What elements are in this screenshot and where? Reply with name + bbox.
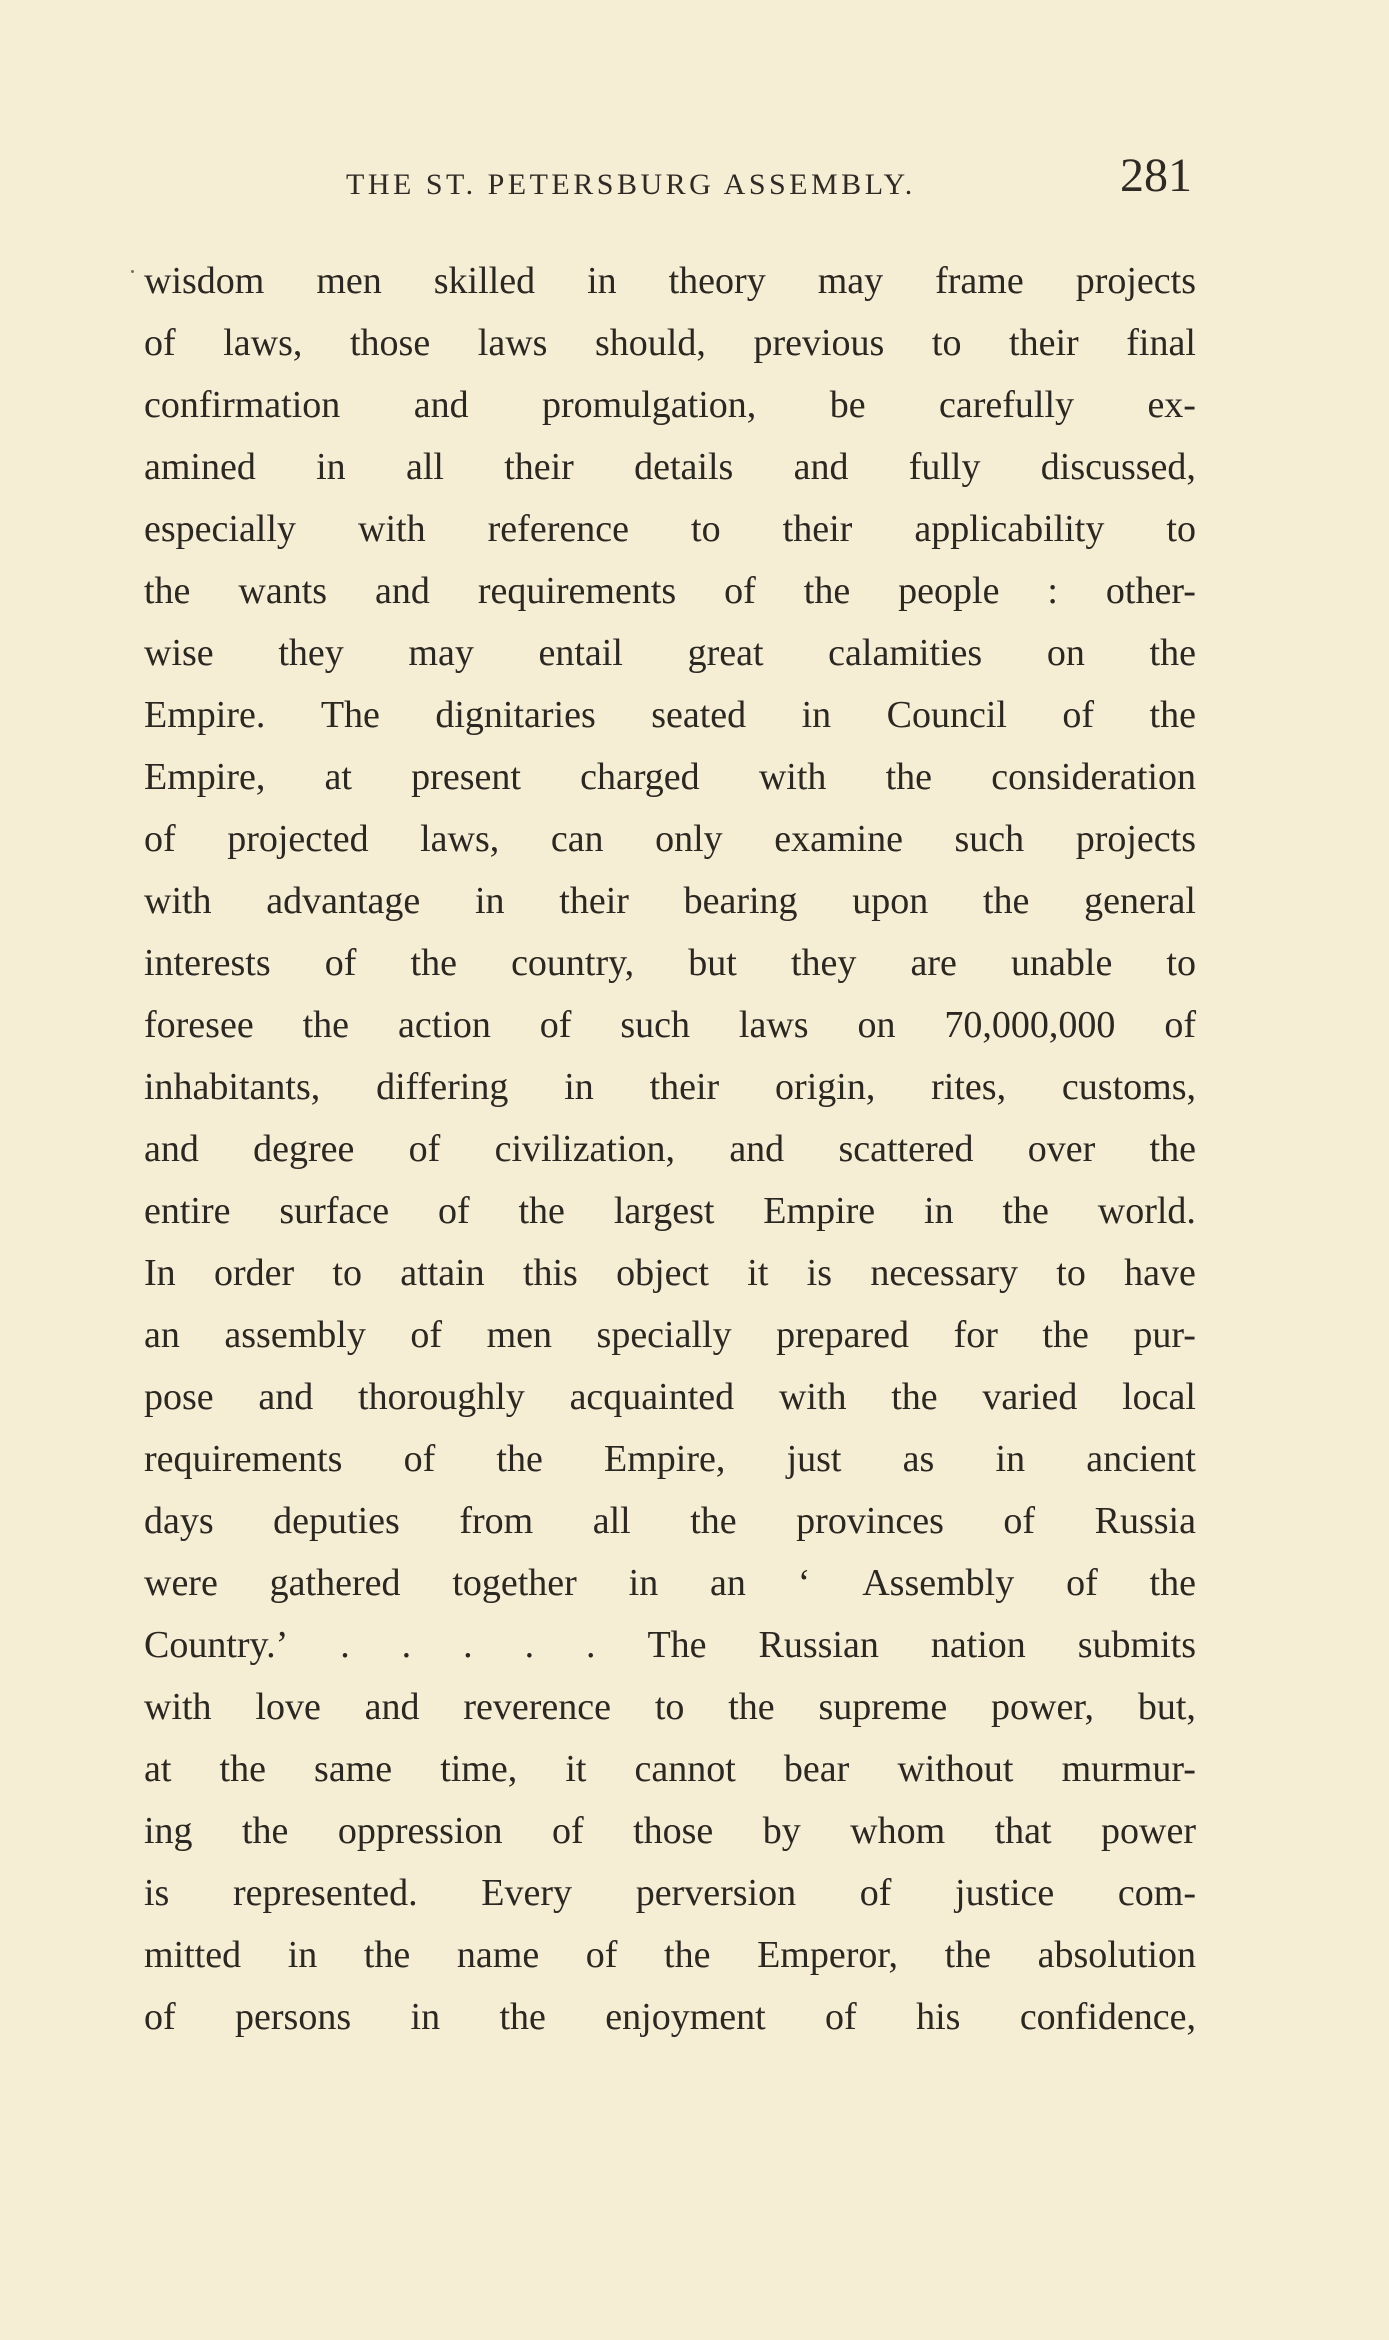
word: laws	[477, 322, 548, 364]
word: are	[910, 942, 957, 984]
word: same	[314, 1748, 393, 1790]
text-line	[144, 1242, 1196, 1304]
word: of	[1062, 694, 1095, 736]
word: of	[551, 1810, 584, 1852]
word: perversion	[635, 1872, 797, 1914]
word: they	[790, 942, 857, 984]
word: the	[144, 570, 191, 612]
text-line	[144, 746, 1196, 808]
word: for	[953, 1314, 998, 1356]
word: represented.	[233, 1872, 418, 1914]
word: time,	[440, 1748, 518, 1790]
word: such	[954, 818, 1025, 860]
word: over	[1027, 1128, 1096, 1170]
word: In	[144, 1252, 176, 1294]
word: of	[724, 570, 756, 612]
running-head: THE ST. PETERSBURG ASSEMBLY.	[346, 168, 916, 201]
word: to	[1166, 508, 1196, 550]
word: at	[144, 1748, 172, 1790]
word: as	[902, 1438, 935, 1480]
text-line	[144, 1180, 1196, 1242]
word: theory	[668, 260, 766, 302]
word: in	[475, 880, 505, 922]
word: the	[982, 880, 1030, 922]
word: .	[401, 1624, 412, 1666]
word: an	[710, 1562, 746, 1604]
word: and	[258, 1376, 314, 1418]
word: Country.’	[144, 1624, 289, 1666]
text-line	[144, 870, 1196, 932]
word: their	[782, 508, 853, 550]
text-line	[144, 250, 1196, 312]
word: provinces	[796, 1500, 944, 1542]
word: by	[762, 1810, 801, 1852]
word: and	[793, 446, 849, 488]
word: can	[550, 818, 604, 860]
word: projected	[227, 818, 369, 860]
word: nation	[930, 1624, 1026, 1666]
word: .	[463, 1624, 473, 1666]
word: in	[995, 1438, 1026, 1480]
word: to	[1166, 942, 1196, 984]
word: the	[1149, 1562, 1196, 1604]
word: men	[486, 1314, 552, 1356]
word: the	[1002, 1190, 1049, 1232]
text-line	[144, 1056, 1196, 1118]
word: Assembly	[862, 1562, 1015, 1604]
word: discussed,	[1040, 446, 1196, 488]
word: that	[994, 1810, 1052, 1852]
word: civilization,	[494, 1128, 676, 1170]
word: the	[410, 942, 457, 984]
word: reference	[487, 508, 629, 550]
body-text	[144, 250, 1196, 2048]
word: the	[803, 570, 851, 612]
word: whom	[850, 1810, 946, 1852]
word: ‘	[797, 1562, 811, 1604]
word: requirements	[144, 1438, 343, 1480]
word: the	[1149, 1128, 1196, 1170]
word: consideration	[991, 756, 1196, 798]
word: confirmation	[144, 384, 341, 426]
word: in	[924, 1190, 954, 1232]
word: their	[559, 880, 629, 922]
word: to	[332, 1252, 362, 1294]
word: people	[898, 570, 1000, 612]
word: of	[410, 1314, 443, 1356]
word: degree	[253, 1128, 355, 1170]
word: in	[316, 446, 346, 488]
word: com-	[1117, 1872, 1196, 1914]
word: attain	[400, 1252, 485, 1294]
word: .	[340, 1624, 350, 1666]
word: ing	[144, 1810, 193, 1852]
word: general	[1084, 880, 1196, 922]
word: the	[496, 1438, 543, 1480]
word: the	[242, 1810, 289, 1852]
word: assembly	[224, 1314, 366, 1356]
text-line	[144, 684, 1196, 746]
text-line	[144, 1862, 1196, 1924]
word: largest	[613, 1190, 715, 1232]
word: on	[1046, 632, 1085, 674]
word: Empire,	[604, 1438, 726, 1480]
word: the	[690, 1500, 737, 1542]
word: varied	[982, 1376, 1078, 1418]
word: Emperor,	[757, 1934, 898, 1976]
word: should,	[595, 322, 706, 364]
word: object	[616, 1252, 709, 1294]
word: the	[728, 1686, 775, 1728]
word: .	[524, 1624, 535, 1666]
word: charged	[580, 756, 700, 798]
text-line	[144, 1986, 1196, 2048]
word: supreme	[818, 1686, 948, 1728]
word: origin,	[775, 1066, 876, 1108]
word: Council	[886, 694, 1007, 736]
text-line	[144, 1614, 1196, 1676]
page-number: 281	[1120, 149, 1192, 202]
word: wise	[144, 632, 214, 674]
text-line	[144, 312, 1196, 374]
word: may	[408, 632, 474, 674]
word: they	[278, 632, 344, 674]
word: of	[1003, 1500, 1036, 1542]
word: enjoyment	[605, 1996, 766, 2038]
word: examine	[774, 818, 903, 860]
word: and	[729, 1128, 785, 1170]
word: ancient	[1086, 1438, 1196, 1480]
word: necessary	[870, 1252, 1019, 1294]
word: laws,	[420, 818, 500, 860]
word: thoroughly	[358, 1376, 525, 1418]
word: other-	[1105, 570, 1196, 612]
word: just	[786, 1438, 842, 1480]
word: interests	[144, 942, 271, 984]
text-line	[144, 560, 1196, 622]
word: to	[654, 1686, 685, 1728]
word: Empire,	[144, 756, 266, 798]
word: Empire	[763, 1190, 876, 1232]
word: persons	[235, 1996, 352, 2038]
word: the	[518, 1190, 565, 1232]
word: the	[363, 1934, 411, 1976]
word: the	[1149, 694, 1196, 736]
word: in	[287, 1934, 318, 1976]
word: but,	[1137, 1686, 1196, 1728]
word: pur-	[1133, 1314, 1196, 1356]
word: laws	[738, 1004, 809, 1046]
word: frame	[935, 260, 1024, 302]
text-line	[144, 994, 1196, 1056]
word: is	[144, 1872, 170, 1914]
word: differing	[376, 1066, 509, 1108]
word: may	[817, 260, 884, 302]
word: together	[452, 1562, 577, 1604]
word: the	[944, 1934, 992, 1976]
word: with	[758, 756, 827, 798]
word: the	[1149, 632, 1196, 674]
word: of	[144, 1996, 176, 2038]
text-line	[144, 1118, 1196, 1180]
word: final	[1126, 322, 1196, 364]
word: order	[213, 1252, 295, 1294]
word: have	[1124, 1252, 1196, 1294]
text-line	[144, 1304, 1196, 1366]
word: specially	[596, 1314, 732, 1356]
text-line	[144, 622, 1196, 684]
text-line	[144, 1366, 1196, 1428]
word: bear	[783, 1748, 850, 1790]
word: pose	[144, 1376, 214, 1418]
word: of	[144, 322, 176, 364]
word: with	[144, 1686, 212, 1728]
word: projects	[1075, 260, 1196, 302]
word: in	[410, 1996, 441, 2038]
word: requirements	[477, 570, 677, 612]
word: submits	[1077, 1624, 1196, 1666]
word: previous	[753, 322, 885, 364]
word: prepared	[776, 1314, 910, 1356]
text-line	[144, 1676, 1196, 1738]
word: at	[324, 756, 352, 798]
word: scattered	[838, 1128, 974, 1170]
word: The	[320, 694, 380, 736]
word: wants	[238, 570, 328, 612]
word: action	[397, 1004, 491, 1046]
text-line	[144, 1428, 1196, 1490]
word: this	[522, 1252, 578, 1294]
word: of	[859, 1872, 892, 1914]
word: The	[647, 1624, 707, 1666]
word: bearing	[683, 880, 798, 922]
word: inhabitants,	[144, 1066, 321, 1108]
text-line	[144, 1490, 1196, 1552]
word: those	[349, 322, 431, 364]
word: rites,	[931, 1066, 1007, 1108]
text-line	[144, 808, 1196, 870]
word: :	[1047, 570, 1058, 612]
word: carefully	[938, 384, 1075, 426]
word: fully	[908, 446, 981, 488]
word: gathered	[269, 1562, 401, 1604]
word: of	[539, 1004, 572, 1046]
word: name	[456, 1934, 540, 1976]
word: is	[806, 1252, 833, 1294]
word: .	[586, 1624, 596, 1666]
word: acquainted	[569, 1376, 735, 1418]
word: of	[324, 942, 357, 984]
word: Every	[481, 1872, 573, 1914]
word: without	[897, 1748, 1014, 1790]
word: the	[885, 756, 933, 798]
word: ex-	[1147, 384, 1196, 426]
word: such	[620, 1004, 690, 1046]
word: entire	[144, 1190, 231, 1232]
word: be	[829, 384, 866, 426]
word: the	[891, 1376, 938, 1418]
word: power	[1101, 1810, 1196, 1852]
word: customs,	[1061, 1066, 1196, 1108]
word: with	[778, 1376, 847, 1418]
text-line	[144, 1924, 1196, 1986]
word: to	[931, 322, 962, 364]
word: the	[1042, 1314, 1089, 1356]
word: but	[688, 942, 737, 984]
word: in	[628, 1562, 659, 1604]
word: in	[564, 1066, 594, 1108]
page-header	[146, 149, 1192, 208]
word: dignitaries	[435, 694, 596, 736]
word: the	[302, 1004, 350, 1046]
word: upon	[852, 880, 929, 922]
word: mitted	[144, 1934, 242, 1976]
word: present	[411, 756, 521, 798]
word: the	[219, 1748, 266, 1790]
margin-mark	[131, 270, 134, 273]
word: wisdom	[144, 260, 265, 302]
text-line	[144, 1552, 1196, 1614]
text-line	[144, 498, 1196, 560]
word: to	[691, 508, 721, 550]
word: calamities	[828, 632, 983, 674]
word: oppression	[337, 1810, 503, 1852]
word: his	[916, 1996, 961, 2038]
word: of	[1164, 1004, 1196, 1046]
word: those	[633, 1810, 714, 1852]
word: days	[144, 1500, 214, 1542]
word: of	[585, 1934, 618, 1976]
word: promulgation,	[542, 384, 757, 426]
word: with	[144, 880, 212, 922]
word: reverence	[463, 1686, 611, 1728]
word: world.	[1097, 1190, 1196, 1232]
word: especially	[144, 508, 296, 550]
word: only	[655, 818, 723, 860]
text-line	[144, 374, 1196, 436]
word: seated	[651, 694, 747, 736]
word: to	[1056, 1252, 1086, 1294]
word: 70,000,000	[944, 1004, 1116, 1046]
word: advantage	[266, 880, 421, 922]
word: great	[687, 632, 764, 674]
word: of	[408, 1128, 441, 1170]
word: of	[1066, 1562, 1098, 1604]
word: justice	[955, 1872, 1055, 1914]
word: of	[403, 1438, 436, 1480]
word: of	[437, 1190, 470, 1232]
word: and	[364, 1686, 420, 1728]
word: and	[413, 384, 469, 426]
word: Russia	[1094, 1500, 1196, 1542]
word: applicability	[914, 508, 1105, 550]
word: from	[459, 1500, 534, 1542]
word: all	[405, 446, 444, 488]
word: confidence,	[1019, 1996, 1196, 2038]
word: entail	[538, 632, 623, 674]
text-line	[144, 932, 1196, 994]
word: Empire.	[144, 694, 266, 736]
word: their	[504, 446, 574, 488]
word: local	[1122, 1376, 1196, 1418]
word: their	[1009, 322, 1079, 364]
word: and	[144, 1128, 199, 1170]
word: in	[587, 260, 617, 302]
word: deputies	[273, 1500, 400, 1542]
text-line	[144, 1800, 1196, 1862]
word: surface	[279, 1190, 390, 1232]
word: absolution	[1037, 1934, 1196, 1976]
word: of	[144, 818, 176, 860]
word: details	[634, 446, 734, 488]
word: of	[825, 1996, 857, 2038]
word: laws,	[223, 322, 303, 364]
word: on	[857, 1004, 896, 1046]
word: murmur-	[1061, 1748, 1196, 1790]
word: unable	[1011, 942, 1113, 984]
word: foresee	[144, 1004, 254, 1046]
word: power,	[991, 1686, 1094, 1728]
word: love	[255, 1686, 321, 1728]
text-line	[144, 1738, 1196, 1800]
text-line	[144, 436, 1196, 498]
word: it	[747, 1252, 769, 1294]
word: were	[144, 1562, 218, 1604]
word: the	[664, 1934, 711, 1976]
word: with	[358, 508, 426, 550]
word: cannot	[634, 1748, 736, 1790]
word: it	[565, 1748, 587, 1790]
word: men	[316, 260, 382, 302]
word: all	[592, 1500, 631, 1542]
word: in	[801, 694, 832, 736]
word: country,	[511, 942, 635, 984]
word: the	[499, 1996, 546, 2038]
word: their	[649, 1066, 720, 1108]
word: and	[375, 570, 430, 612]
word: Russian	[758, 1624, 879, 1666]
word: projects	[1075, 818, 1196, 860]
word: amined	[144, 446, 256, 488]
word: skilled	[433, 260, 536, 302]
word: an	[144, 1314, 180, 1356]
